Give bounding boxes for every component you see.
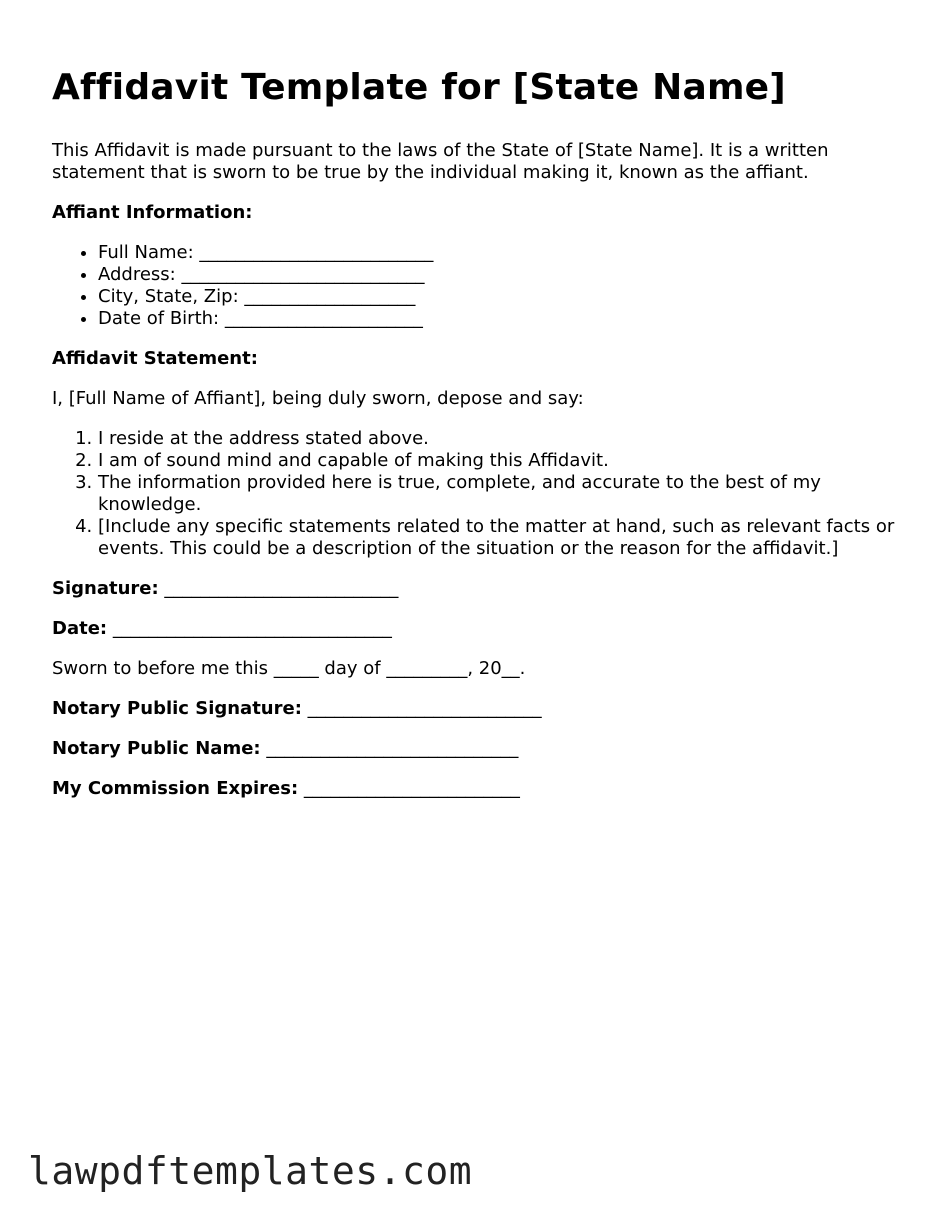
notary-name-label: Notary Public Name: xyxy=(52,738,261,759)
signature-line xyxy=(52,578,902,600)
notary-signature-blank: __________________________ xyxy=(307,698,542,719)
statement-item: 3. The information provided here is true, complete, and accurate to the best of my knowledge. xyxy=(98,472,902,516)
commission-expires-line xyxy=(52,778,902,800)
commission-expires-blank: ________________________ xyxy=(303,778,520,799)
document-title: Affidavit Template for [State Name] xyxy=(52,67,786,108)
intro-paragraph: This Affidavit is made pursuant to the laws of the State of [State Name]. It is a written statement that is sworn to be true by the individual making it, known as the affiant. xyxy=(52,140,829,183)
date-blank: _______________________________ xyxy=(112,618,392,639)
notary-signature-label: Notary Public Signature: xyxy=(52,698,302,719)
statement-item: 1. I reside at the address stated above. xyxy=(98,428,902,450)
notary-name-line xyxy=(52,738,902,760)
document-page xyxy=(52,64,902,818)
signature-label: Signature: xyxy=(52,578,159,599)
affiant-info-list xyxy=(52,242,902,330)
affiant-field-date-of-birth: • Date of Birth: ______________________ xyxy=(98,308,902,330)
watermark-footer: lawpdftemplates.com xyxy=(28,1149,473,1193)
statement-item: 2. I am of sound mind and capable of making this Affidavit. xyxy=(98,450,902,472)
commission-expires-label: My Commission Expires: xyxy=(52,778,299,799)
sworn-line: Sworn to before me this _____ day of _________, 20__. xyxy=(52,658,526,679)
affiant-info-heading: Affiant Information: xyxy=(52,202,253,223)
affiant-field-full-name: • Full Name: __________________________ xyxy=(98,242,902,264)
signature-blank: __________________________ xyxy=(164,578,399,599)
notary-signature-line xyxy=(52,698,902,720)
affiant-field-city-state-zip: • City, State, Zip: ___________________ xyxy=(98,286,902,308)
notary-name-blank: ____________________________ xyxy=(266,738,519,759)
statement-intro: I, [Full Name of Affiant], being duly sworn, depose and say: xyxy=(52,388,584,409)
statement-item: 4. [Include any specific statements related to the matter at hand, such as relevant facts or events. This could be a description of the situation or the reason for the affidavit.] xyxy=(98,516,902,560)
date-label: Date: xyxy=(52,618,108,639)
statement-list xyxy=(52,428,902,560)
date-line xyxy=(52,618,902,640)
affiant-field-address: • Address: ___________________________ xyxy=(98,264,902,286)
affidavit-statement-heading: Affidavit Statement: xyxy=(52,348,258,369)
